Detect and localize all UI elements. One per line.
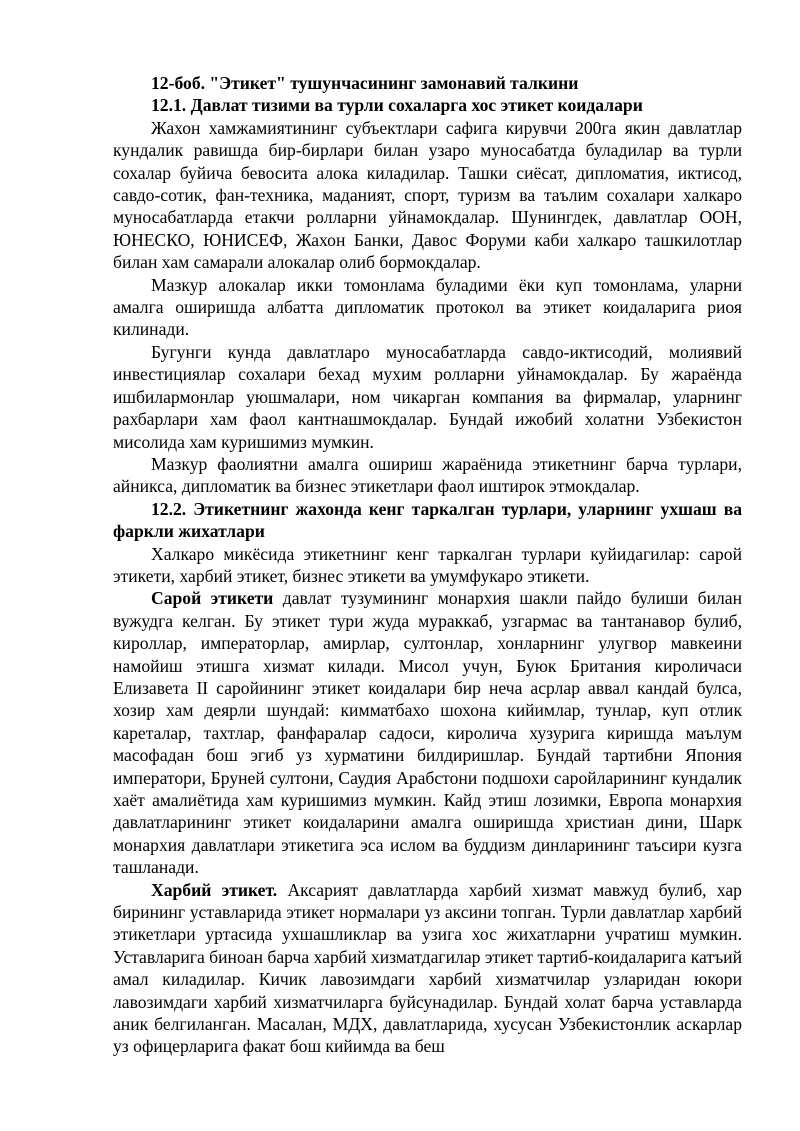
document-page	[113, 72, 742, 1058]
military-etiquette-lead: Харбий этикет.	[151, 879, 278, 900]
court-etiquette-paragraph	[113, 587, 742, 878]
section-1-paragraph-1: Жахон хамжамиятининг субъектлари сафига кирувчи 200га якин давлатлар кундалик равишда бир-бирлари билан узаро муносабатда буладилар ва турли сохалар буйича бевосита алока киладилар. Ташки сиёсат, дипломатия, иктисод, савдо-сотик, фан-техника, маданият, спорт, туризм ва таълим сохалари халкаро муносабатларда етакчи ролларни уйнамокдалар. Шунингдек, давлатлар ООН, ЮНЕСКО, ЮНИСЕФ, Жахон Банки, Давос Форуми каби халкаро ташкилотлар билан хам самарали алокалар олиб бормокдалар.	[113, 117, 742, 273]
section-2-intro: Халкаро микёсида этикетнинг кенг таркалган турлари куйидагилар: сарой этикети, харбий этикет, бизнес этикети ва умумфукаро этикети.	[113, 543, 742, 586]
section-1-title: 12.1. Давлат тизими ва турли сохаларга хос этикет коидалари	[151, 95, 643, 116]
chapter-title: 12-боб. "Этикет" тушунчасининг замонавий талкини	[151, 73, 579, 93]
section-1-paragraph-3: Бугунги кунда давлатларо муносабатларда савдо-иктисодий, молиявий инвестициялар сохалари бехад мухим ролларни уйнамокдалар. Бу жараёнда ишбилармонлар уюшмалари, ном чикарган компания ва фирмалар, уларнинг рахбарлари хам фаол кантнашмокдалар. Бундай ижобий холатни Узбекистон мисолида хам куришимиз мумкин.	[113, 341, 742, 452]
military-etiquette-text: Аксарият давлатларда харбий хизмат мавжуд булиб, хар бирининг уставларида этикет нормалари уз аксини топган. Турли давлатлар харбий этикетлари уртасида ухшашликлар ва узига хос жихатларни учратиш мумкин. Уставларига биноан барча харбий хизматдагилар этикет тартиб-коидаларига катъий амал киладилар. Кичик лавозимдаги харбий хизматчилар узларидан юкори лавозимдаги харбий хизматчиларга буйсунадилар. Бундай холат барча уставларда аник белгиланган. Масалан, МДХ, давлатларида, хусусан Узбекистонлик аскарлар уз офицерларига факат бош кийимда ва беш	[113, 879, 742, 1057]
section-1-paragraph-4: Мазкур фаолиятни амалга ошириш жараёнида этикетнинг барча турлари, айникса, дипломатик ва бизнес этикетлари фаол иштирок этмокдалар.	[113, 453, 742, 497]
military-etiquette-paragraph	[113, 879, 742, 1058]
court-etiquette-lead: Сарой этикети	[151, 588, 274, 609]
section-1-paragraph-2: Мазкур алокалар икки томонлама буладими ёки куп томонлама, уларни амалга оширишда албатта дипломатик протокол ва этикет коидаларига риоя килинади.	[113, 274, 742, 340]
court-etiquette-text: давлат тузумининг монархия шакли пайдо булиши билан вужудга келган. Бу этикет тури жуда мураккаб, узгармас ва тантанавор булиб, кироллар, императорлар, амирлар, султонлар, хонларнинг улугвор мавкеини намойиш этишга хизмат килади. Мисол учун, Буюк Британия кироличаси Елизавета II саройининг этикет коидалари бир неча асрлар аввал кандай булса, хозир хам деярли шундай: кимматбахо шохона кийимлар, тунлар, куп отлик кареталар, тахтлар, фанфаралар садоси, киролича хузурига киришда маълум масофадан бош эгиб уз хурматини билдиришлар. Бундай тартибни Япония императори, Бруней султони, Саудия Арабстони подшохи саройларининг кундалик хаёт амалиётида хам куришимиз мумкин. Кайд этиш лозимки, Европа монархия давлатларининг этикет коидаларини амалга оширишда христиан дини, Шарк монархия давлатлари этикетига эса ислом ва буддизм динларининг таъсири кузга ташланади.	[113, 588, 742, 878]
section-2-title: 12.2. Этикетнинг жахонда кенг таркалган турлари, уларнинг ухшаш ва фаркли жихатлари	[113, 498, 742, 542]
